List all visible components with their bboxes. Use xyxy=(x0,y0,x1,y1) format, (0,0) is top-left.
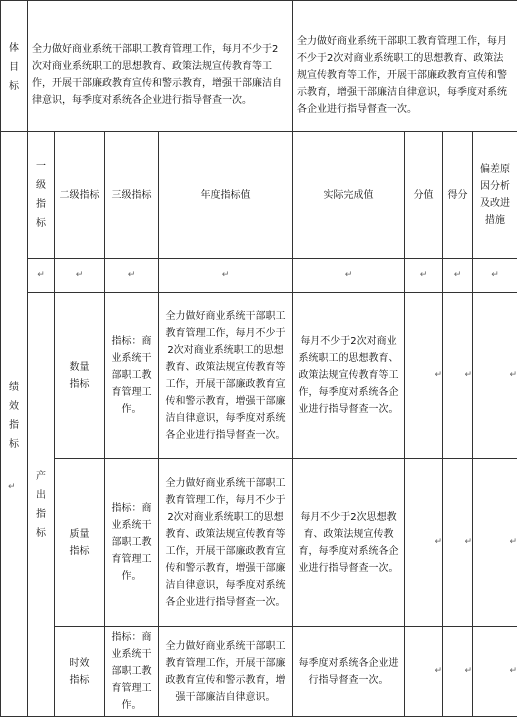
level1-output-cell xyxy=(28,293,55,717)
level2-label: 质量指标 xyxy=(69,528,90,557)
actual-text: 每月不少于2次思想教育、政策法规宣传教育，每季度对系统各企业进行指导督查一次。 xyxy=(298,511,399,574)
annual-cell xyxy=(159,293,293,459)
empty-mark: ↵ xyxy=(464,666,472,676)
empty-mark: ↵ xyxy=(509,666,517,676)
level3-header-cell xyxy=(105,132,159,259)
blank-cell xyxy=(405,259,443,293)
goal-left-cell xyxy=(28,1,293,132)
level2-cell xyxy=(55,627,105,717)
blank-cell xyxy=(293,259,405,293)
level3-cell xyxy=(105,293,159,459)
empty-mark: ↵ xyxy=(221,270,230,280)
actual-cell xyxy=(293,627,405,717)
level3-text: 指标：商业系统干部职工教育管理工作。 xyxy=(111,503,152,582)
goal-right-cell xyxy=(293,1,517,132)
score-value-cell xyxy=(405,459,443,627)
deviation-header-cell xyxy=(473,132,517,259)
empty-mark: ↵ xyxy=(127,270,136,280)
annual-text: 全力做好商业系统干部职工教育管理工作，每月不少于2次对商业系统职工的思想教育、政策法规宣传教育等工作，开展干部廉政教育宣传和警示教育，增强干部廉洁自律意识，每季度对系统各企业进行指导督查一次。 xyxy=(165,310,286,441)
annual-text: 全力做好商业系统干部职工教育管理工作，每月不少于2次对商业系统职工的思想教育、政策法规宣传教育等工作，开展干部廉政教育宣传和警示教育，增强干部廉洁自律意识，每季度对系统各企业进行指导督查一次。 xyxy=(165,477,286,608)
empty-mark: ↵ xyxy=(75,270,84,280)
level2-cell xyxy=(55,293,105,459)
blank-cell xyxy=(443,259,473,293)
empty-mark: ↵ xyxy=(419,270,428,280)
actual-cell xyxy=(293,459,405,627)
level2-label: 时效指标 xyxy=(69,657,90,686)
empty-mark: ↵ xyxy=(344,270,353,280)
score-got-cell xyxy=(443,293,473,459)
deviation-cell xyxy=(473,293,517,459)
empty-mark: ↵ xyxy=(509,537,517,547)
score-value-header-cell xyxy=(405,132,443,259)
empty-mark: ↵ xyxy=(509,370,517,380)
goal-row xyxy=(1,1,517,132)
empty-mark: ↵ xyxy=(8,482,16,492)
actual-text: 每季度对系统各企业进行指导督查一次。 xyxy=(298,657,399,686)
score-got-cell xyxy=(443,627,473,717)
level3-cell xyxy=(105,627,159,717)
perf-label-cell xyxy=(1,132,28,717)
blank-cell xyxy=(159,259,293,293)
actual-cell xyxy=(293,293,405,459)
annual-cell xyxy=(159,459,293,627)
blank-cell xyxy=(473,259,517,293)
level2-header: 二级指标 xyxy=(59,189,100,201)
empty-mark: ↵ xyxy=(37,270,45,280)
quality-row xyxy=(1,459,517,627)
empty-mark: ↵ xyxy=(434,370,442,380)
level1-output-label: 产出指标 xyxy=(36,470,46,539)
empty-mark: ↵ xyxy=(453,270,462,280)
empty-mark: ↵ xyxy=(434,666,442,676)
blank-cell xyxy=(105,259,159,293)
level2-cell xyxy=(55,459,105,627)
score-value-cell xyxy=(405,293,443,459)
score-got-header-cell xyxy=(443,132,473,259)
score-got-cell xyxy=(443,459,473,627)
empty-mark: ↵ xyxy=(464,370,472,380)
timeliness-row xyxy=(1,627,517,717)
level3-text: 指标：商业系统干部职工教育管理工作。 xyxy=(111,632,152,711)
empty-mark: ↵ xyxy=(434,537,442,547)
level2-header-cell xyxy=(55,132,105,259)
score-got-header: 得分 xyxy=(447,189,468,201)
annual-header-cell xyxy=(159,132,293,259)
score-value-cell xyxy=(405,627,443,717)
annual-header: 年度指标值 xyxy=(200,189,251,201)
perf-label: 绩效指标 xyxy=(9,381,19,450)
blank-row xyxy=(1,259,517,293)
level3-text: 指标：商业系统干部职工教育管理工作。 xyxy=(111,336,152,415)
actual-header-cell xyxy=(293,132,405,259)
level3-cell xyxy=(105,459,159,627)
level3-header: 三级指标 xyxy=(111,189,152,201)
blank-cell xyxy=(55,259,105,293)
level1-header-cell xyxy=(28,132,55,259)
blank-cell xyxy=(28,259,55,293)
goal-label-cell xyxy=(1,1,28,132)
empty-mark: ↵ xyxy=(491,270,499,280)
deviation-cell xyxy=(473,459,517,627)
goal-left-text: 全力做好商业系统干部职工教育管理工作，每月不少于2次对商业系统职工的思想教育、政策法规宣传教育等工作，开展干部廉政教育宣传和警示教育，增强干部廉洁自律意识，每季度对系统各企业进行指导督查一次。 xyxy=(32,44,282,106)
actual-text: 每月不少于2次对商业系统职工的思想教育、政策法规宣传教育等工作，每季度对系统各企业进行指导督查一次。 xyxy=(298,336,399,415)
score-value-header: 分值 xyxy=(413,189,434,201)
goal-right-text: 全力做好商业系统干部职工教育管理工作，每月不少于2次对商业系统职工的思想教育、政策法规宣传教育等工作，开展干部廉政教育宣传和警示教育，增强干部廉洁自律意识，每季度对系统各企业进行指导督查一次。 xyxy=(297,35,507,115)
empty-mark: ↵ xyxy=(464,537,472,547)
annual-cell xyxy=(159,627,293,717)
deviation-header: 偏差原因分析及改进措施 xyxy=(480,164,510,226)
level1-header: 一级指标 xyxy=(36,161,46,229)
header-row xyxy=(1,132,517,259)
goal-label: 体目标 xyxy=(9,42,19,92)
annual-text: 全力做好商业系统干部职工教育管理工作，开展干部廉政教育宣传和警示教育，增强干部廉洁自律意识。 xyxy=(165,640,286,703)
quantity-row xyxy=(1,293,517,459)
actual-header: 实际完成值 xyxy=(323,189,374,201)
level2-label: 数量指标 xyxy=(69,361,90,390)
deviation-cell xyxy=(473,627,517,717)
